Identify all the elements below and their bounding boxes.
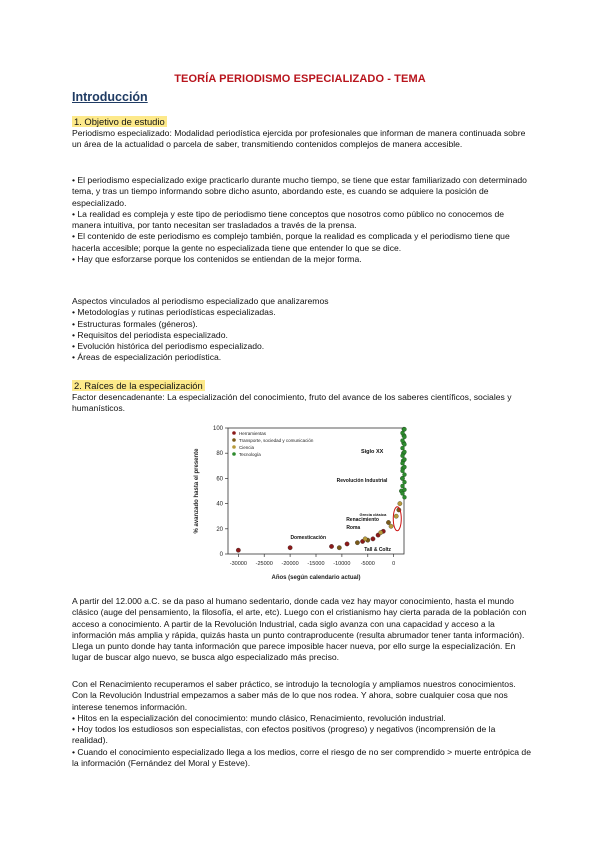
data-point	[371, 537, 375, 541]
chart-annotation: Renacimiento	[346, 517, 379, 524]
data-point	[345, 542, 349, 546]
y-tick-label: 0	[219, 552, 223, 558]
data-point	[402, 465, 406, 469]
x-axis-label: Años (según calendario actual)	[271, 575, 361, 581]
y-tick-label: 20	[216, 526, 223, 533]
legend-marker	[232, 452, 236, 456]
factor-text: Factor desencadenante: La especialización del conocimiento, fruto del avance de los saberes científicos, sociales y humanísticos.	[72, 392, 512, 414]
aspect-item: • Evolución histórica del periodismo especializado.	[72, 341, 265, 352]
chart-svg	[186, 418, 416, 588]
data-point	[394, 514, 398, 518]
section2-paragraph1	[72, 596, 532, 664]
data-point	[402, 495, 406, 499]
data-point	[400, 461, 404, 465]
chart-legend	[232, 431, 314, 457]
aspect-item: • Áreas de especialización periodística.	[72, 352, 222, 363]
legend-label: Herramientas	[239, 431, 267, 436]
data-point	[402, 427, 406, 431]
definition-text: Periodismo especializado: Modalidad periodística ejercida por profesionales que informan de manera continuada sobre un área de la actualidad o parcela de saber, transmitiendo contenidos complejos de manera accesible.	[72, 128, 526, 150]
data-point	[400, 484, 404, 488]
data-point	[337, 546, 341, 550]
section2-heading-text: 2. Raíces de la especialización	[74, 380, 203, 391]
section2-heading	[72, 380, 205, 391]
data-point	[402, 473, 406, 477]
x-tick-label: 0	[392, 561, 396, 567]
data-point	[398, 501, 402, 505]
bullet-item: • Hitos en la especialización del conocimiento: mundo clásico, Renacimiento, revolución industrial.	[72, 712, 446, 723]
data-point	[400, 431, 404, 435]
data-point	[400, 439, 404, 443]
chart-annotation: Domesticación	[290, 534, 327, 541]
data-point	[389, 524, 393, 528]
data-point	[402, 480, 406, 484]
data-point	[379, 530, 383, 534]
paragraph1-text: A partir del 12.000 a.C. se da paso al humano sedentario, donde cada vez hay mayor conocimiento, hasta el mundo clásico (auge del pensamiento, la filosofía, el arte, etc). Luego con el cristianismo hay cierta parada de la población con acceso a conocimiento. A partir de la Revolución Industrial, cada siglo avanza con una capacidad y acceso a la información más amplia y rápida, quizás hasta un punto contraproducente (resulta abrumador tener tanta información). Llega un punto donde hay tanta información que parece imposible hacer nueva, por ello surge la especialización. En lugar de buscar algo nuevo, se busca algo especializado más preciso.	[72, 596, 527, 663]
data-point	[400, 454, 404, 458]
data-point	[236, 548, 240, 552]
aspect-item: • Requisitos del periodista especializado.	[72, 329, 228, 340]
legend-label: Tecnología	[239, 452, 261, 457]
chart-annotation: Roma	[346, 524, 361, 531]
y-tick-label: 40	[216, 501, 223, 508]
data-point	[400, 492, 404, 496]
paragraph2-text: Con el Renacimiento recuperamos el saber práctico, se introdujo la tecnología y ampliamos nuestros conocimientos. Con la Revolución Industrial empezamos a saber más de lo que nos rodea. Y ahora, sobre cualquier cosa que nos interese tenemos información.	[72, 679, 516, 712]
chart-annotation: Grecia clásica	[359, 512, 387, 518]
legend-marker	[232, 445, 236, 449]
section1-heading	[72, 116, 167, 127]
chart-marks	[236, 427, 406, 552]
legend-label: Transporte, sociedad y comunicación	[239, 438, 314, 443]
data-point	[402, 450, 406, 454]
section2-factor	[72, 392, 532, 415]
data-point	[402, 435, 406, 439]
bullet-item: • El periodismo especializado exige practicarlo durante mucho tiempo, se tiene que estar familiarizado con determinado tema, y tras un tiempo informando sobre dicho asunto, abordando este, es cuando se adquiere la posición de especializado.	[72, 175, 527, 208]
legend-marker	[232, 438, 236, 442]
data-point	[402, 442, 406, 446]
chart-annotation: Siglo XX	[360, 449, 384, 456]
x-tick-label: -5000	[360, 561, 375, 567]
aspects-list	[72, 296, 532, 364]
y-tick-label: 60	[216, 476, 223, 483]
data-point	[386, 520, 390, 524]
data-point	[402, 458, 406, 462]
bullet-item: • Hoy todos los estudiosos son especialistas, con efectos positivos (progreso) y negativos (incomprensión de la realidad).	[72, 724, 496, 746]
section1-heading-text: 1. Objetivo de estudio	[74, 116, 165, 127]
aspects-intro: Aspectos vinculados al periodismo especializado que analizaremos	[72, 296, 329, 306]
x-tick-label: -30000	[229, 561, 247, 567]
data-point	[400, 446, 404, 450]
data-point	[400, 476, 404, 480]
bullet-item: • La realidad es compleja y este tipo de periodismo tiene conceptos que nosotros como público no conocemos de manera intuitiva, por tanto necesitan ser trasladados a través de la prensa.	[72, 208, 504, 231]
document-title: TEORÍA PERIODISMO ESPECIALIZADO - TEMA	[174, 73, 426, 85]
bullet-item: • Hay que esforzarse porque los contenidos se entiendan de la mejor forma.	[72, 254, 362, 265]
data-point	[363, 537, 367, 541]
chart-annotation: Revolución Industrial	[336, 478, 388, 485]
y-tick-label: 80	[216, 451, 223, 458]
chart-annotation: Tall & Coltz	[364, 547, 392, 553]
bullet-item: • El contenido de este periodismo es complejo también, porque la realidad es complicada y el periodismo tiene que hacerla accesible; porque la gente no especializada tiene que entender lo que se dice.	[72, 231, 510, 253]
legend-marker	[232, 431, 236, 435]
section1-definition	[72, 128, 532, 151]
data-point	[329, 544, 333, 548]
chart-annotations	[290, 449, 391, 553]
x-tick-label: -15000	[307, 561, 325, 567]
data-point	[402, 488, 406, 492]
legend-label: Ciencia	[239, 445, 255, 450]
section1-bullets	[72, 175, 532, 265]
aspect-item: • Metodologías y rutinas periodísticas especializadas.	[72, 307, 276, 318]
aspect-item: • Estructuras formales (géneros).	[72, 318, 198, 329]
x-tick-label: -25000	[255, 561, 273, 567]
y-tick-label: 100	[212, 426, 223, 432]
data-point	[355, 540, 359, 544]
bullet-item: • Cuando el conocimiento especializado llega a los medios, corre el riesgo de no ser comprendido > muerte entrópica de la información (Fernández del Moral y Esteve).	[72, 746, 531, 769]
y-axis-label: % avanzado hasta el presente	[194, 448, 200, 534]
data-point	[400, 469, 404, 473]
x-tick-label: -20000	[281, 561, 299, 567]
section2-paragraph2	[72, 679, 532, 769]
intro-heading: Introducción	[72, 90, 148, 104]
data-point	[288, 546, 292, 550]
x-tick-label: -10000	[333, 561, 351, 567]
knowledge-chart	[186, 418, 416, 588]
